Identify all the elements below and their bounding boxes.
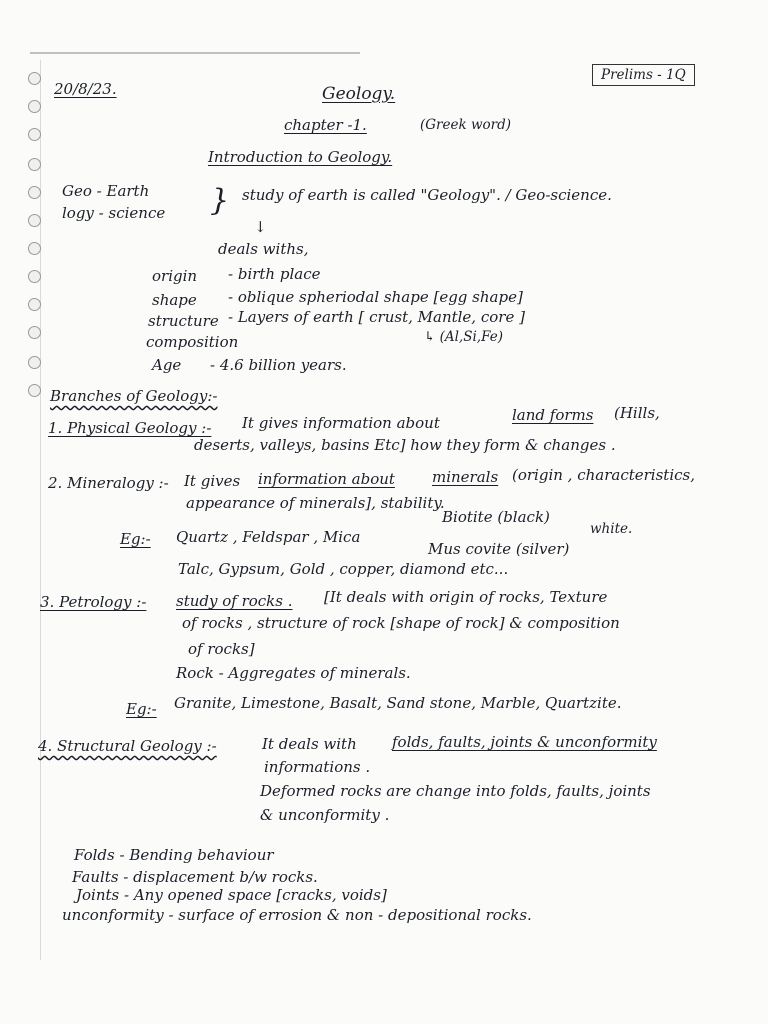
branch-title: 2. Mineralogy :- [48, 474, 169, 492]
definition-item: unconformity - surface of errosion & non - depositional rocks. [62, 906, 532, 924]
intro-heading: Introduction to Geology. [208, 148, 393, 166]
branch-text: study of rocks . [176, 592, 293, 610]
definition-item: Faults - displacement b/w rocks. [72, 868, 318, 886]
branch-title: 1. Physical Geology :- [48, 419, 212, 437]
example-text: Biotite (black) [442, 508, 550, 526]
binder-hole [28, 100, 41, 113]
branch-text: It gives [184, 472, 241, 490]
geo-term: Geo - Earth [62, 182, 150, 200]
binder-hole [28, 270, 41, 283]
geology-definition: study of earth is called "Geology". / Geo-science. [242, 186, 612, 204]
example-text: white. [590, 521, 633, 537]
branch-text: It gives information about [242, 414, 440, 432]
definition-item: Folds - Bending behaviour [74, 846, 274, 864]
binder-hole [28, 214, 41, 227]
branch-text: [It deals with origin of rocks, Texture [324, 588, 608, 606]
aspect-term: origin [152, 267, 198, 285]
definition-item: Joints - Any opened space [cracks, voids] [76, 886, 387, 904]
date: 20/8/23. [54, 80, 117, 98]
example-label: Eg:- [126, 700, 157, 718]
branch-text: Deformed rocks are change into folds, faults, joints [260, 782, 651, 800]
logy-term: logy - science [62, 204, 166, 222]
aspect-term: composition [146, 333, 239, 351]
down-arrow-icon: ↓ [254, 218, 267, 236]
deals-with: deals withs, [218, 240, 309, 258]
binder-hole [28, 384, 41, 397]
example-label: Eg:- [120, 530, 151, 548]
example-text: Quartz , Feldspar , Mica [176, 528, 361, 546]
branch-text: land forms [512, 406, 594, 424]
aspect-desc: - oblique spheriodal shape [egg shape] [228, 288, 523, 306]
branch-text: deserts, valleys, basins Etc] how they form & changes . [194, 436, 616, 454]
binder-hole [28, 128, 41, 141]
branch-text: informations . [264, 758, 371, 776]
greek-note: (Greek word) [420, 117, 511, 133]
binder-hole [28, 242, 41, 255]
aspect-desc: - Layers of earth [ crust, Mantle, core ] [228, 308, 525, 326]
chapter-title: chapter -1. [284, 116, 367, 134]
branch-text: (origin , characteristics, [512, 466, 695, 484]
brace: } [210, 183, 230, 218]
branch-title: 4. Structural Geology :- [38, 737, 217, 755]
example-text: Granite, Limestone, Basalt, Sand stone, Marble, Quartzite. [174, 694, 622, 712]
branch-text: minerals [432, 468, 499, 486]
branch-text: appearance of minerals], stability. [186, 494, 445, 512]
branch-text: & unconformity . [260, 806, 390, 824]
branch-text: information about [258, 470, 395, 488]
binder-hole [28, 356, 41, 369]
binder-hole [28, 298, 41, 311]
prelims-tag: Prelims - 1Q [592, 64, 695, 86]
aspect-term: shape [152, 291, 197, 309]
branch-text: of rocks] [188, 640, 255, 658]
branches-heading: Branches of Geology:- [50, 387, 218, 405]
branch-text: (Hills, [614, 404, 660, 422]
page-title: Geology. [322, 84, 396, 104]
aspect-term: structure [148, 312, 219, 330]
example-text: Mus covite (silver) [428, 540, 570, 558]
branch-text: Rock - Aggregates of minerals. [176, 664, 411, 682]
binder-hole [28, 158, 41, 171]
branch-title: 3. Petrology :- [40, 593, 147, 611]
aspect-desc: ↳ (Al,Si,Fe) [424, 329, 503, 345]
aspect-term: Age [152, 356, 182, 374]
branch-text: folds, faults, joints & unconformity [392, 733, 657, 751]
branch-text: It deals with [262, 735, 357, 753]
binder-hole [28, 326, 41, 339]
binder-hole [28, 186, 41, 199]
page-top-line [30, 52, 360, 54]
aspect-desc: - birth place [228, 265, 321, 283]
aspect-desc: - 4.6 billion years. [210, 356, 347, 374]
binder-hole [28, 72, 41, 85]
example-text: Talc, Gypsum, Gold , copper, diamond etc... [178, 560, 509, 578]
branch-text: of rocks , structure of rock [shape of rock] & composition [182, 614, 620, 632]
